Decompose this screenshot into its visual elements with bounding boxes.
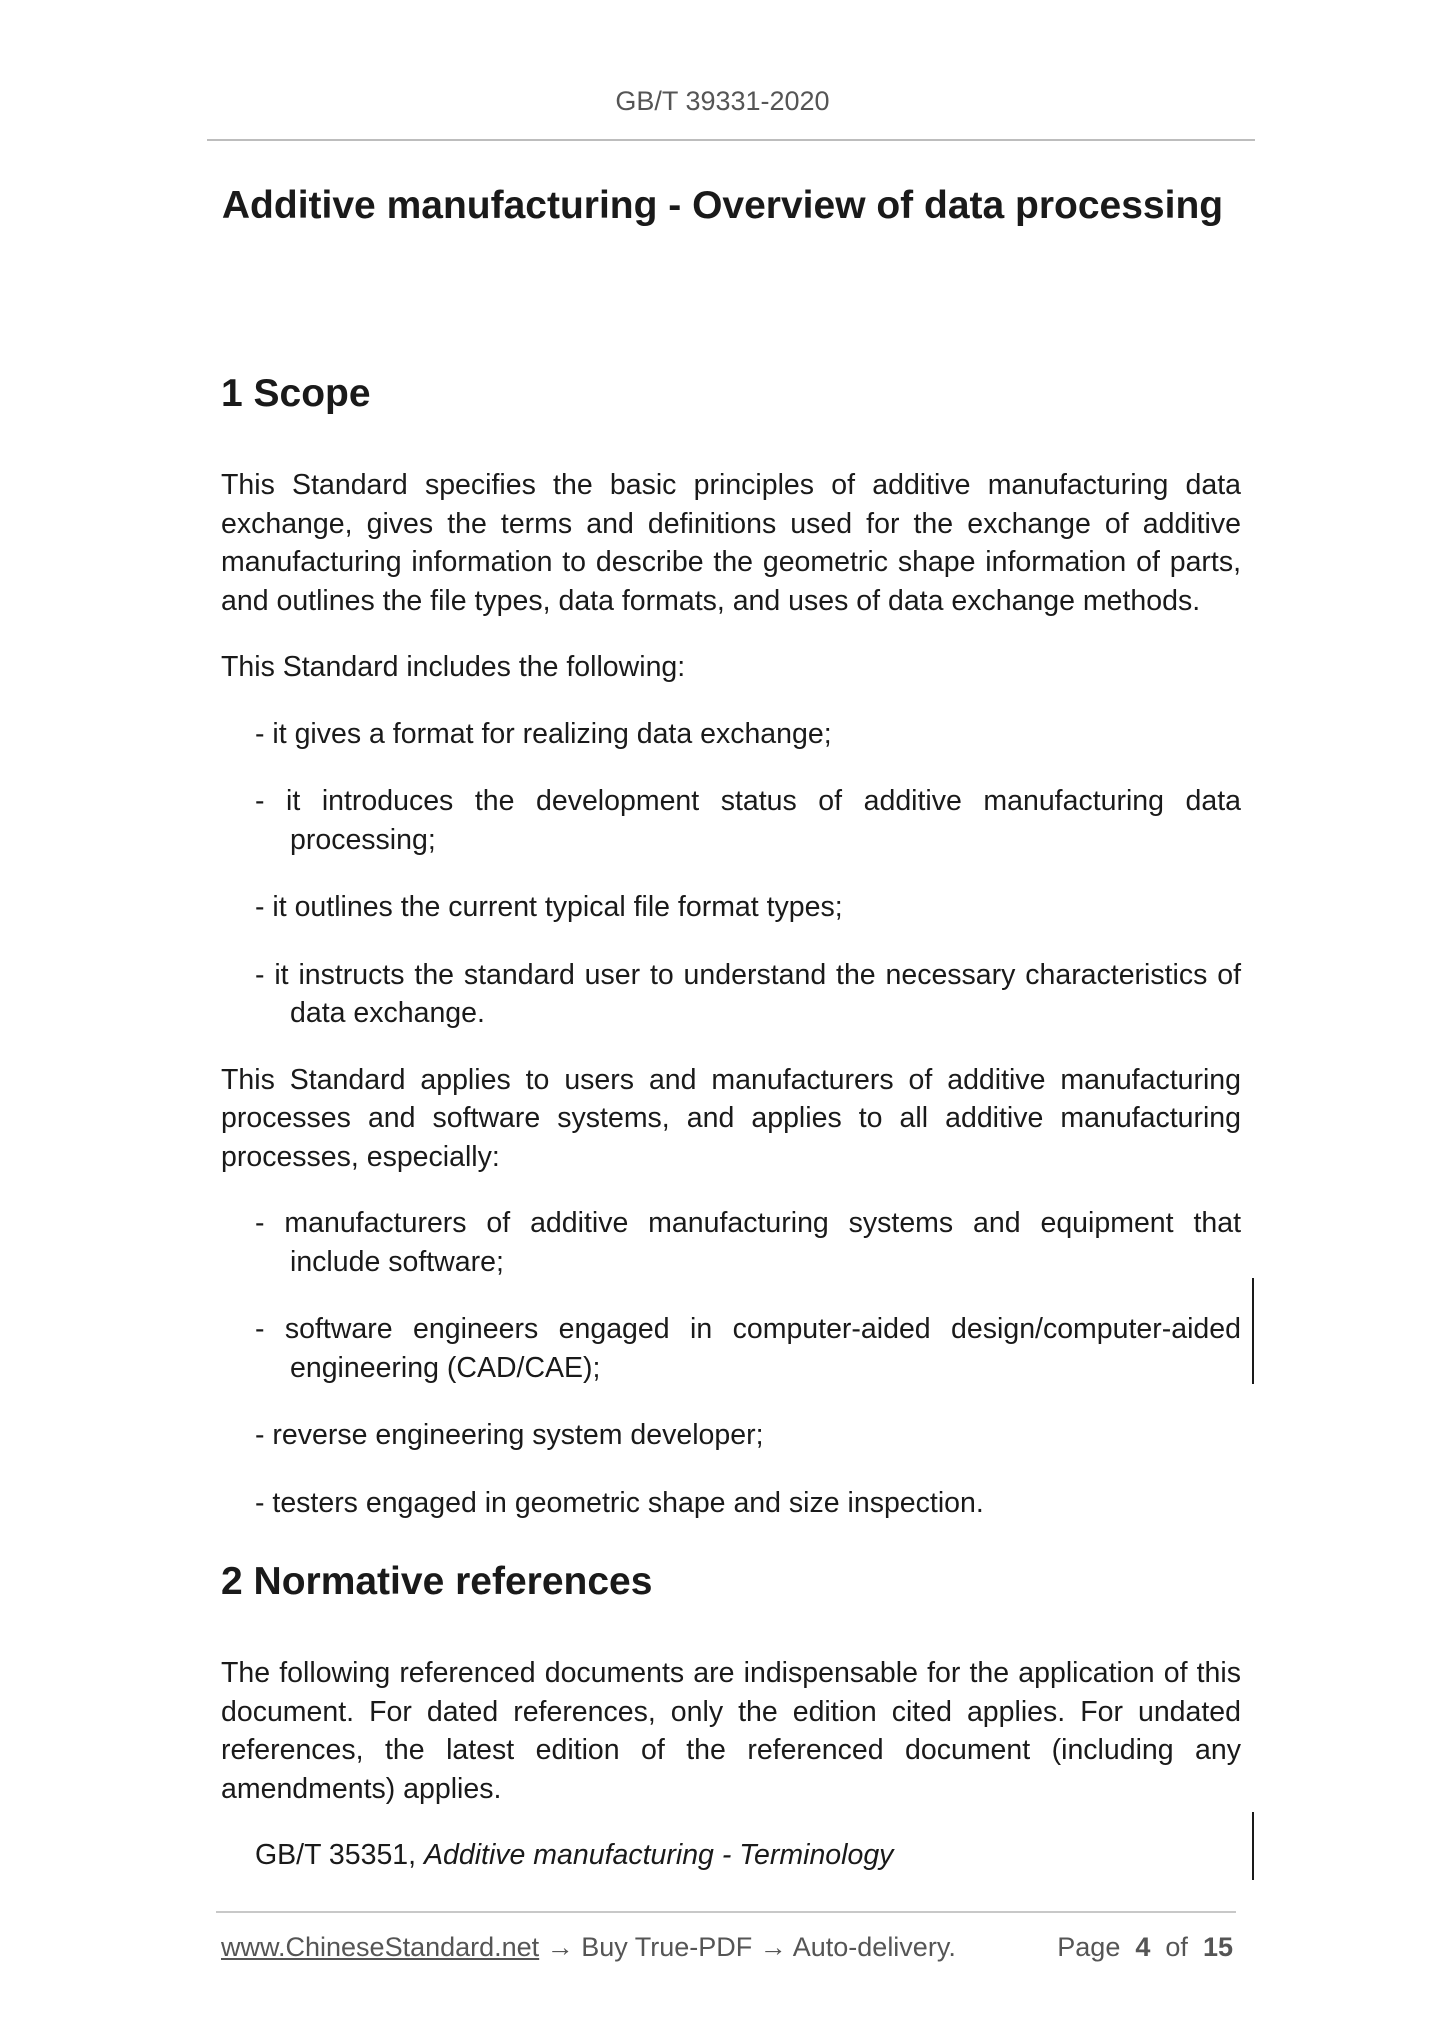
page-current: 4 [1135,1932,1151,1962]
list-item: - reverse engineering system developer; [255,1419,764,1451]
list-item: - it outlines the current typical file format types; [255,891,843,923]
scope-includes-list [221,715,1241,1033]
reference-item [221,1836,1241,1875]
list-item: - it instructs the standard user to understand the necessary characteristics of data exchange. [255,958,1241,1029]
page-number [1057,1932,1233,1963]
header-standard-code: GB/T 39331-2020 [615,86,830,116]
header-divider [207,139,1255,141]
scope-applies-to-list [221,1204,1241,1522]
list-item: - testers engaged in geometric shape and size inspection. [255,1486,984,1519]
scope-paragraph-2: This Standard includes the following: [221,651,686,683]
list-item: - software engineers engaged in computer-aided design/computer-aided engineering (CAD/CAE); [255,1313,1241,1384]
document-body [221,364,1241,1875]
list-item: - it introduces the development status of additive manufacturing data processing; [255,785,1241,856]
reference-code: GB/T 35351, [255,1839,424,1871]
page-of-label: of [1165,1932,1188,1962]
section-heading-scope: 1 Scope [221,372,371,415]
reference-title: Additive manufacturing - Terminology [424,1839,894,1871]
scope-paragraph-1: This Standard specifies the basic principles of additive manufacturing data exchange, gives the terms and definitions used for the exchange of additive manufacturing information to describe the geometric shape information of parts, and outlines the file types, data formats, and uses of data exchange methods. [221,469,1241,617]
revision-change-bar [1252,1812,1254,1880]
revision-change-bar [1252,1278,1254,1384]
footer-promo [221,1932,956,1963]
footer-divider [216,1911,1236,1913]
section-heading-normative-references: 2 Normative references [221,1560,653,1603]
page-label: Page [1057,1932,1121,1962]
website-link[interactable]: www.ChineseStandard.net [221,1932,540,1962]
footer-tagline: → Buy True-PDF → Auto-delivery. [539,1932,956,1962]
list-item: - it gives a format for realizing data exchange; [255,717,832,750]
page-footer [221,1932,1233,1963]
document-title: Additive manufacturing - Overview of data processing [221,184,1224,227]
page-total: 15 [1202,1932,1233,1962]
list-item: - manufacturers of additive manufacturing systems and equipment that include software; [255,1207,1241,1278]
normative-references-paragraph: The following referenced documents are indispensable for the application of this document. For dated references, only the edition cited applies. For undated references, the latest edition of the referenced document (including any amendments) applies. [221,1657,1241,1805]
scope-paragraph-3: This Standard applies to users and manufacturers of additive manufacturing processes and software systems, and applies to all additive manufacturing processes, especially: [221,1063,1241,1173]
